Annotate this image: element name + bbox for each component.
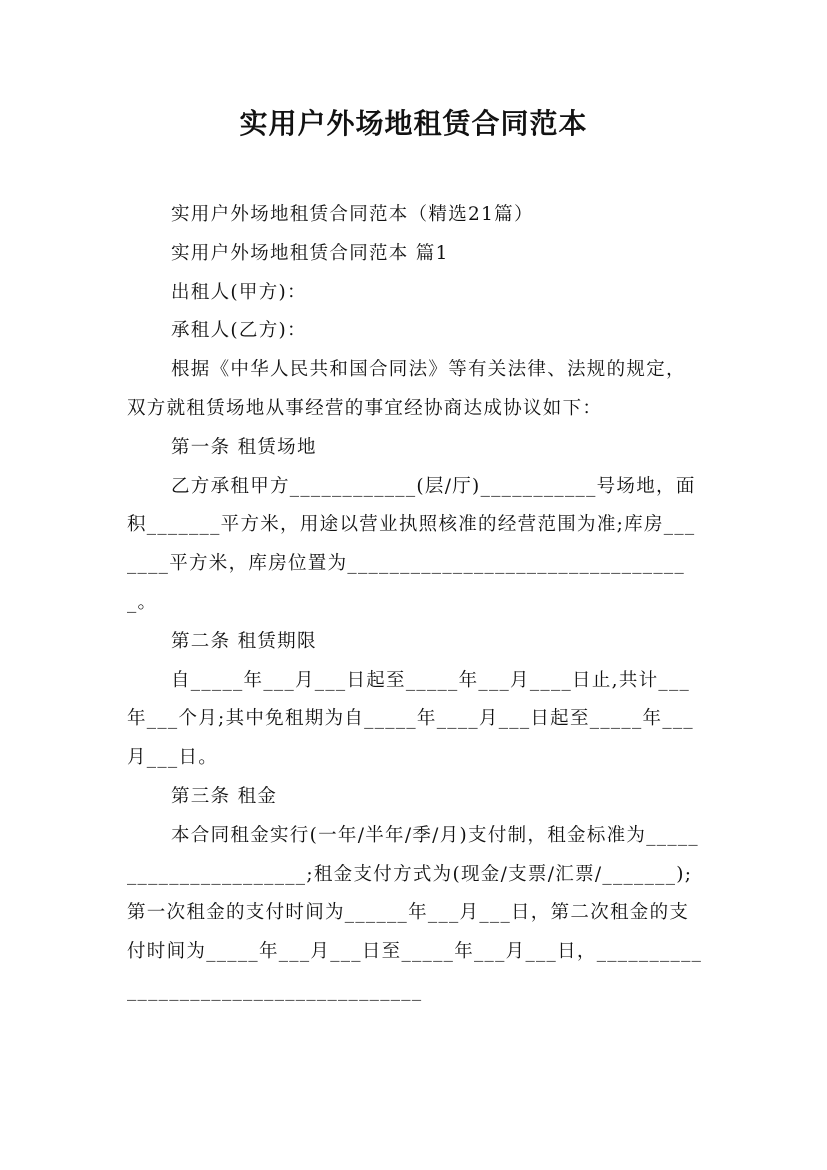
lessor-line: 出租人(甲方)： — [171, 281, 307, 303]
article-paragraph: 自_____年___月___日起至_____年___月____日止,共计___年___个月;其中免租期为自_____年____月___日起至_____年___月___日。 — [127, 669, 694, 769]
lessee-line: 承租人(乙方)： — [171, 320, 307, 342]
article-heading: 第三条 租金 — [171, 785, 278, 807]
article-heading: 第二条 租赁期限 — [171, 630, 317, 652]
document-title: 实用户外场地租赁合同范本 — [239, 107, 588, 140]
article-paragraph: 本合同租金实行(一年/半年/季/月)支付制，租金标准为______________________;租金支付方式为(现金/支票/汇票/_______);第一次租金的支付时间为______年___月___日，第二次租金的支付时间为_____年___月___日至_____年___月___日，______________________________________ — [127, 824, 703, 1001]
article-heading: 第一条 租赁场地 — [171, 436, 317, 458]
article-paragraph: 乙方承租甲方____________(层/厅)___________号场地，面积_______平方米，用途以营业执照核准的经营范围为准;库房_______平方米，库房位置为_________________________________。 — [127, 475, 696, 613]
subtitle-paragraph: 实用户外场地租赁合同范本（精选21篇） — [171, 204, 534, 225]
document-body — [127, 196, 703, 1011]
section-heading: 实用户外场地租赁合同范本 篇1 — [171, 242, 449, 264]
preamble-paragraph: 根据《中华人民共和国合同法》等有关法律、法规的规定，双方就租赁场地从事经营的事宜经协商达成协议如下： — [127, 359, 686, 419]
